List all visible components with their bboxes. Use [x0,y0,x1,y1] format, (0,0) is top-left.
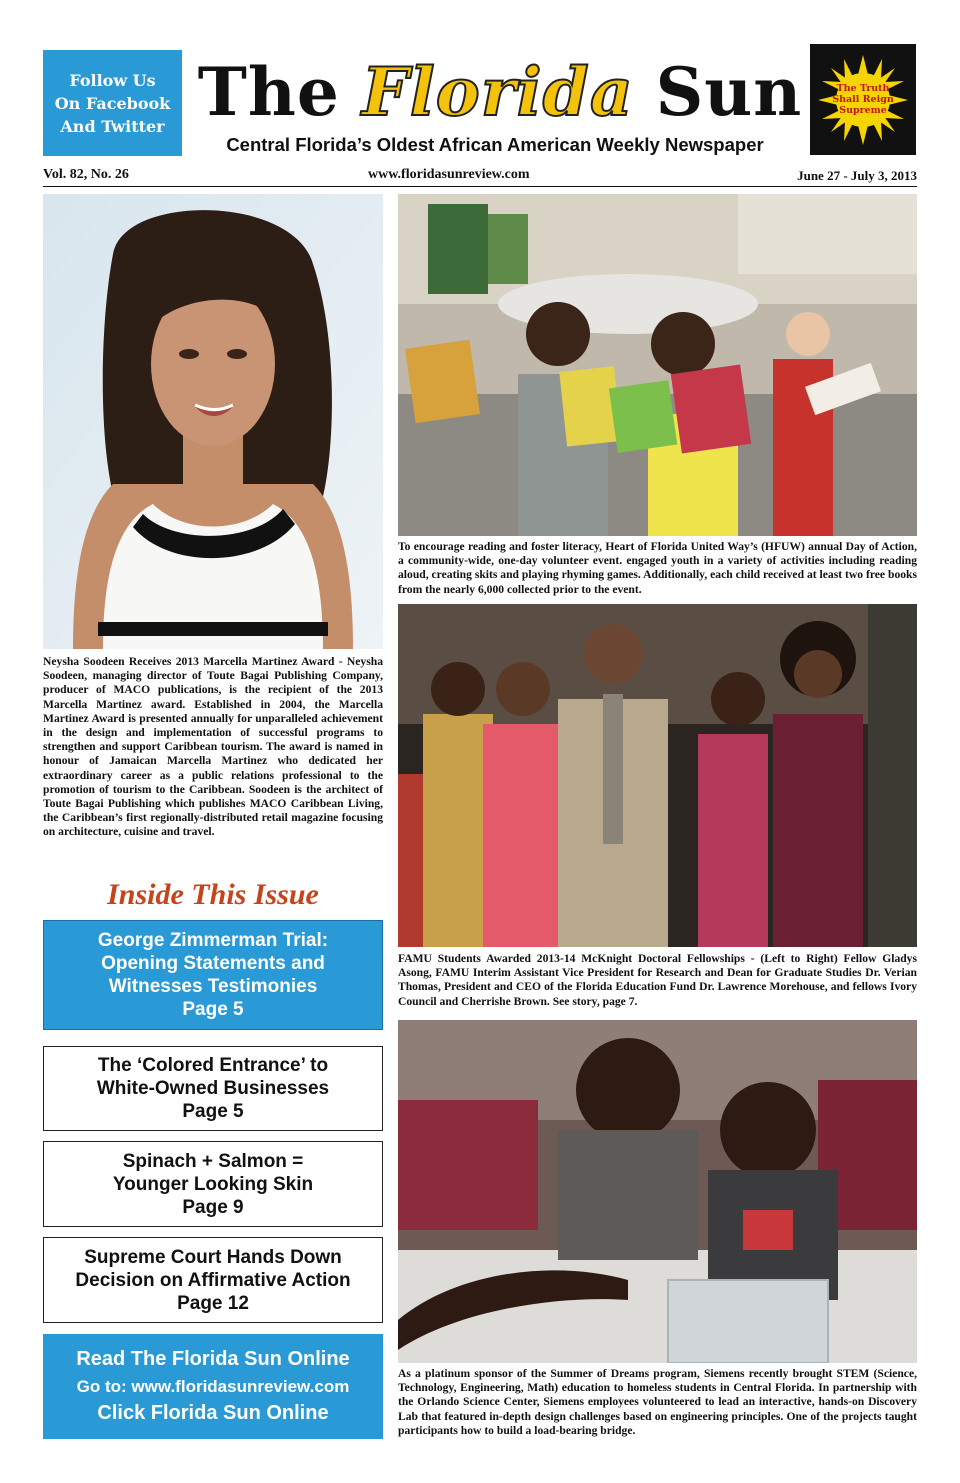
sun-icon [818,55,908,145]
teaser-line: Spinach + Salmon = [122,1150,304,1172]
follow-line-3: And Twitter [60,116,165,136]
teaser-line: George Zimmerman Trial: [97,930,329,951]
teaser-line: Witnesses Testimonies [108,976,318,997]
teaser-page: Page 5 [182,1101,244,1122]
teaser-page: Page 5 [182,999,244,1020]
title-word-sun: Sun [655,53,803,131]
teaser-spinach-salmon[interactable] [43,1141,383,1227]
tagline: Central Florida’s Oldest African American Weekly Newspaper [226,134,764,155]
literacy-caption: To encourage reading and foster literacy, Heart of Florida United Way’s (HFUW) annual Day of Action, a community-wide, one-day volunteer event. engaged youth in a variety of activities including reading aloud, creating skits and playing rhyming games. Additionally, each child received at least two free books from the nearly 6,000 collected prior to the event. [398,540,917,596]
sun-text-3: Supreme [839,105,887,116]
read-online-line-1: Read The Florida Sun Online [76,1348,350,1370]
literacy-photo [398,194,917,536]
teaser-line: Younger Looking Skin [112,1173,314,1195]
soodeen-caption: Neysha Soodeen Receives 2013 Marcella Martinez Award - Neysha Soodeen, managing director of Toute Bagai Publishing Company, producer of MACO publications, is the recipient of the 2013 Marcella Martinez award. Established in 2004, the Marcella Martinez Award is presented annually for unparalleled achievement in the design and implementation of successful programs to strengthen and support Caribbean tourism. The award is named in honour of Jamaican Marcella Martinez who dedicated her extraordinary career as a public relations professional to the promotion of tourism to the Caribbean. Soodeen is the architect of Toute Bagai Publishing which publishes MACO Caribbean Living, the Caribbean’s first regionally-distributed retail magazine focusing on architecture, cuisine and travel. [43,655,383,839]
title-word-the: The [197,53,340,131]
teaser-line: White-Owned Businesses [96,1078,330,1099]
famu-caption: FAMU Students Awarded 2013-14 McKnight Doctoral Fellowships - (Left to Right) Fellow Gladys Asong, FAMU Interim Assistant Vice President for Research and Dean for Graduate Studies Dr. Verian Thomas, President and CEO of the Florida Education Fund Dr. Lawrence Morehouse, and fellows Ivory Council and Cherrishe Brown. See story, page 7. [398,952,917,1008]
stem-caption: As a platinum sponsor of the Summer of Dreams program, Siemens recently brought STEM (Science, Technology, Engineering, Math) education to homeless students in Central Florida. In partnership with the Orlando Science Center, Siemens employees volunteered to lead an interactive, hands-on Discovery Lab that featured in-depth design challenges based on engineering principles. One of the projects taught participants how to build a load-bearing bridge. [398,1367,917,1437]
teaser-line: Opening Statements and [101,953,325,974]
sun-logo [810,44,916,155]
issue-info-line [43,166,917,187]
issue-date: June 27 - July 3, 2013 [797,168,917,183]
teaser-page: Page 12 [177,1292,249,1314]
follow-us-box[interactable] [43,50,182,156]
website-link[interactable]: www.floridasunreview.com [368,167,530,182]
follow-line-1: Follow Us [69,70,156,90]
teaser-zimmerman[interactable] [43,920,383,1030]
read-online-line-3: Click Florida Sun Online [97,1402,329,1424]
read-online-box[interactable] [43,1334,383,1439]
stem-photo [398,1020,917,1363]
teaser-line: Supreme Court Hands Down [84,1246,342,1268]
portrait-photo [43,194,383,649]
title-word-florida: Florida [361,53,634,131]
volume-number: Vol. 82, No. 26 [43,167,129,182]
sun-text-2: Shall Reign [832,94,894,105]
teaser-colored-entrance[interactable] [43,1046,383,1131]
teaser-supreme-court[interactable] [43,1237,383,1323]
teaser-line: The ‘Colored Entrance’ to [97,1055,329,1076]
inside-this-issue-title: Inside This Issue [107,878,319,911]
famu-photo [398,604,917,947]
follow-line-2: On Facebook [54,93,171,113]
sun-text-1: The Truth [836,83,890,94]
read-online-url[interactable]: Go to: www.floridasunreview.com [76,1377,350,1396]
masthead-title [197,52,803,132]
teaser-page: Page 9 [182,1196,244,1218]
teaser-line: Decision on Affirmative Action [75,1269,351,1291]
